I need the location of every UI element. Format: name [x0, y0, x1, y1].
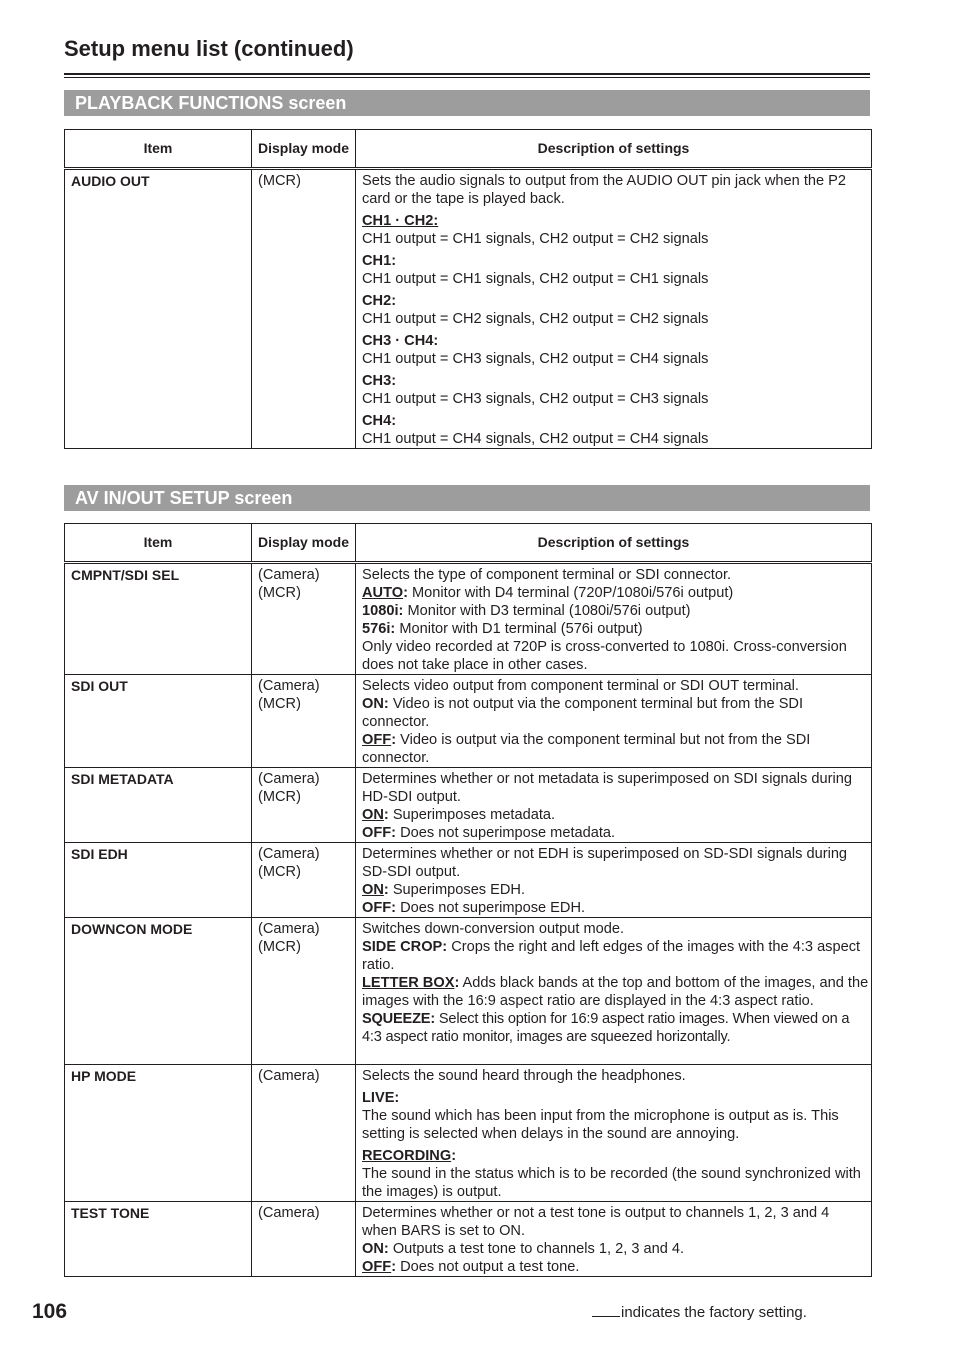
mode-camera: (Camera)	[258, 1205, 320, 1221]
option-label: LIVE:	[362, 1090, 400, 1106]
option-label: SIDE CROP:	[362, 939, 448, 955]
option-off	[362, 824, 865, 842]
option-label: ON	[362, 882, 384, 898]
option-label: 576i:	[362, 621, 396, 637]
option-text: CH1 output = CH1 signals, CH2 output = CH2 signals	[362, 231, 709, 247]
option-label: ON:	[362, 696, 389, 712]
option-576i	[362, 620, 865, 638]
option-side-crop	[362, 938, 869, 974]
option-letter-box	[362, 974, 869, 1010]
mode-downcon-mode	[252, 918, 356, 1065]
table-row	[65, 918, 872, 1065]
option-label: OFF	[362, 732, 392, 748]
desc-text: Determines whether or not metadata is superimposed on SDI signals during HD-SDI output.	[362, 771, 852, 805]
option-ch3-ch4	[362, 332, 865, 368]
option-text: The sound in the status which is to be recorded (the sound synchronized with the images) is output.	[362, 1166, 861, 1200]
option-label: ON:	[362, 1241, 389, 1257]
option-text: CH1 output = CH2 signals, CH2 output = CH2 signals	[362, 311, 709, 327]
option-colon: :	[383, 882, 389, 898]
desc-sdi-metadata	[356, 768, 872, 843]
option-colon: :	[454, 975, 460, 991]
underline-sample	[592, 1316, 620, 1317]
header-display-mode: Display mode	[252, 130, 356, 169]
option-label: SQUEEZE:	[362, 1011, 436, 1027]
option-on	[362, 1240, 865, 1258]
desc-cmpnt-sdi-sel	[356, 563, 872, 675]
mode-sdi-out	[252, 675, 356, 768]
desc-text: Switches down-conversion output mode.	[362, 921, 625, 937]
desc-test-tone	[356, 1202, 872, 1277]
desc-sdi-out	[356, 675, 872, 768]
option-recording	[362, 1147, 865, 1201]
option-label: AUTO	[362, 585, 404, 601]
table-header-row	[65, 524, 872, 563]
mode-test-tone	[252, 1202, 356, 1277]
option-colon: :	[383, 807, 389, 823]
option-ch1	[362, 252, 865, 288]
page-title: Setup menu list (continued)	[64, 36, 354, 61]
header-item: Item	[65, 130, 252, 169]
option-off	[362, 1258, 865, 1276]
option-label: OFF	[362, 1259, 392, 1275]
option-text: CH1 output = CH4 signals, CH2 output = CH4 signals	[362, 431, 709, 447]
table-row	[65, 1065, 872, 1202]
option-text: Monitor with D3 terminal (1080i/576i output)	[403, 603, 691, 619]
option-auto	[362, 584, 865, 602]
mode-mcr: (MCR)	[258, 789, 301, 805]
option-on	[362, 806, 865, 824]
option-text: Video is not output via the component terminal but from the SDI connector.	[362, 696, 804, 730]
option-off	[362, 731, 865, 767]
note-text: Only video recorded at 720P is cross-converted to 1080i. Cross-conversion does not take place in other cases.	[362, 639, 847, 673]
option-label: LETTER BOX	[362, 975, 455, 991]
header-description: Description of settings	[356, 524, 872, 563]
desc-text: Determines whether or not EDH is superimposed on SD-SDI signals during SD-SDI output.	[362, 846, 848, 880]
item-audio-out: AUDIO OUT	[65, 169, 252, 449]
option-text: Does not superimpose EDH.	[396, 900, 586, 916]
option-on	[362, 695, 865, 731]
mode-sdi-metadata	[252, 768, 356, 843]
option-label: CH1:	[362, 253, 397, 269]
option-label: CH3:	[362, 373, 397, 389]
option-text: Adds black bands at the top and bottom of the images, and the images with the 16:9 aspect ratio are displayed in the 4:3 aspect ratio.	[362, 975, 869, 1009]
header-display-mode: Display mode	[252, 524, 356, 563]
option-text: CH1 output = CH3 signals, CH2 output = CH3 signals	[362, 391, 709, 407]
playback-table	[64, 129, 872, 449]
table-row	[65, 675, 872, 768]
option-label: RECORDING	[362, 1148, 452, 1164]
option-text: Video is output via the component terminal but not from the SDI connector.	[362, 732, 811, 766]
mode-camera: (Camera)	[258, 1068, 320, 1084]
option-label: ON	[362, 807, 384, 823]
option-text: Monitor with D4 terminal (720P/1080i/576i output)	[407, 585, 734, 601]
table-row	[65, 768, 872, 843]
mode-mcr: (MCR)	[258, 939, 301, 955]
option-text: Superimposes EDH.	[388, 882, 526, 898]
option-text: Crops the right and left edges of the images with the 4:3 aspect ratio.	[362, 939, 861, 973]
option-colon: :	[451, 1148, 457, 1164]
table-row	[65, 1202, 872, 1277]
desc-text: Selects the type of component terminal or SDI connector.	[362, 567, 732, 583]
option-text: Superimposes metadata.	[388, 807, 556, 823]
section-title-playback: PLAYBACK FUNCTIONS screen	[64, 90, 870, 116]
option-text: Does not superimpose metadata.	[396, 825, 616, 841]
option-label: OFF:	[362, 900, 397, 916]
mode-mcr: (MCR)	[258, 585, 301, 601]
option-text: Monitor with D1 terminal (576i output)	[395, 621, 643, 637]
option-text: Select this option for 16:9 aspect ratio images. When viewed on a 4:3 aspect ratio monitor, images are squeezed horizontally.	[362, 1011, 850, 1045]
item-hp-mode: HP MODE	[65, 1065, 252, 1202]
table-row	[65, 169, 872, 449]
mode-camera: (Camera)	[258, 771, 320, 787]
table-row	[65, 563, 872, 675]
mode-audio-out: (MCR)	[252, 169, 356, 449]
option-ch2	[362, 292, 865, 328]
option-text: Does not output a test tone.	[396, 1259, 580, 1275]
option-label: CH4:	[362, 413, 397, 429]
page-number: 106	[32, 1300, 68, 1323]
option-ch1-ch2	[362, 212, 865, 248]
option-off	[362, 899, 865, 917]
table-row	[65, 843, 872, 918]
option-label: CH3 · CH4:	[362, 333, 439, 349]
av-table	[64, 523, 872, 1277]
option-colon: :	[403, 585, 408, 601]
footer-note-text: indicates the factory setting.	[621, 1304, 807, 1321]
mode-hp-mode	[252, 1065, 356, 1202]
item-cmpnt-sdi-sel: CMPNT/SDI SEL	[65, 563, 252, 675]
item-sdi-out: SDI OUT	[65, 675, 252, 768]
item-sdi-edh: SDI EDH	[65, 843, 252, 918]
desc-text: Determines whether or not a test tone is output to channels 1, 2, 3 and 4 when BARS is set to ON.	[362, 1205, 830, 1239]
option-live	[362, 1089, 865, 1143]
option-1080i	[362, 602, 865, 620]
mode-camera: (Camera)	[258, 567, 320, 583]
title-rule	[64, 73, 870, 78]
mode-camera: (Camera)	[258, 921, 320, 937]
option-label: 1080i:	[362, 603, 404, 619]
desc-text: Selects the sound heard through the headphones.	[362, 1068, 686, 1084]
option-label: CH2:	[362, 293, 397, 309]
option-text: CH1 output = CH1 signals, CH2 output = CH1 signals	[362, 271, 709, 287]
desc-audio-out	[356, 169, 872, 449]
option-on	[362, 881, 865, 899]
option-text: The sound which has been input from the microphone is output as is. This setting is selected when delays in the sound are annoying.	[362, 1108, 839, 1142]
desc-downcon-mode	[356, 918, 872, 1065]
option-colon: :	[391, 1259, 397, 1275]
option-squeeze	[362, 1010, 869, 1046]
desc-hp-mode	[356, 1065, 872, 1202]
header-description: Description of settings	[356, 130, 872, 169]
mode-mcr: (MCR)	[258, 864, 301, 880]
option-ch3	[362, 372, 865, 408]
option-label: CH1 · CH2:	[362, 213, 439, 229]
item-downcon-mode: DOWNCON MODE	[65, 918, 252, 1065]
desc-sdi-edh	[356, 843, 872, 918]
item-sdi-metadata: SDI METADATA	[65, 768, 252, 843]
mode-camera: (Camera)	[258, 678, 320, 694]
factory-setting-note	[592, 1304, 807, 1321]
mode-mcr: (MCR)	[258, 696, 301, 712]
option-label: OFF:	[362, 825, 397, 841]
desc-text: Sets the audio signals to output from the AUDIO OUT pin jack when the P2 card or the tape is played back.	[362, 173, 847, 207]
header-item: Item	[65, 524, 252, 563]
mode-cmpnt-sdi-sel	[252, 563, 356, 675]
table-header-row	[65, 130, 872, 169]
mode-camera: (Camera)	[258, 846, 320, 862]
item-test-tone: TEST TONE	[65, 1202, 252, 1277]
option-colon: :	[391, 732, 397, 748]
mode-sdi-edh	[252, 843, 356, 918]
desc-text: Selects video output from component terminal or SDI OUT terminal.	[362, 678, 799, 694]
option-text: Outputs a test tone to channels 1, 2, 3 and 4.	[388, 1241, 685, 1257]
option-ch4	[362, 412, 865, 448]
option-text: CH1 output = CH3 signals, CH2 output = CH4 signals	[362, 351, 709, 367]
section-title-av: AV IN/OUT SETUP screen	[64, 485, 870, 511]
